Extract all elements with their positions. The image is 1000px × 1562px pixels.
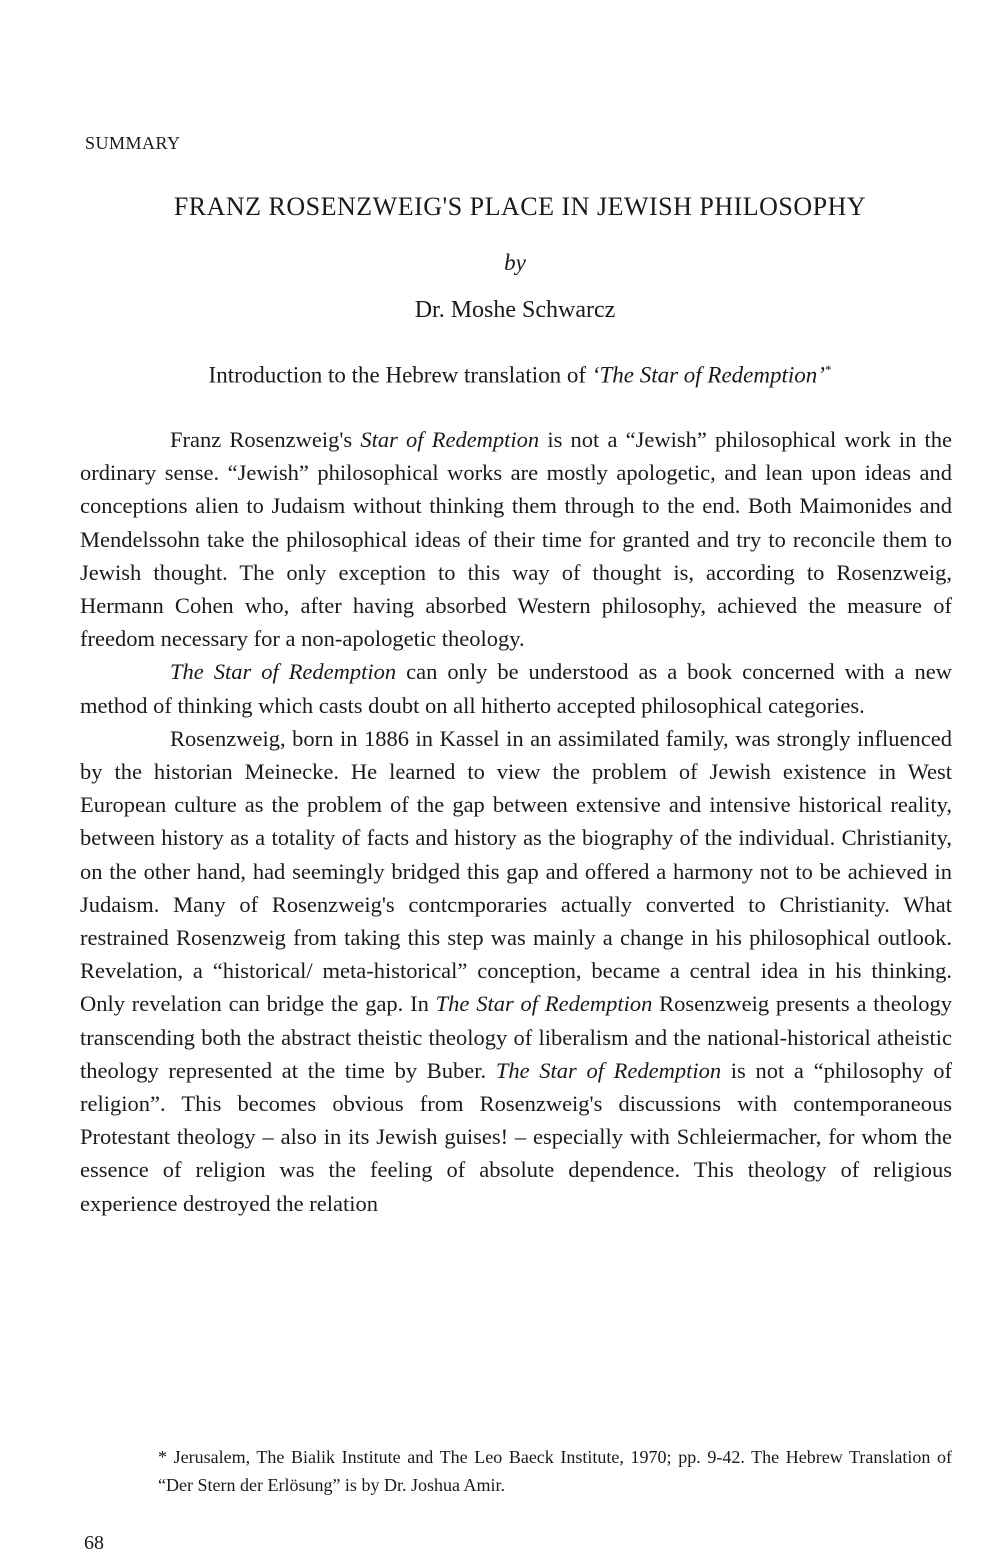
footnote-mark: * xyxy=(824,362,832,377)
footnote-text: * Jerusalem, The Bialik Institute and The Leo Baeck Institute, 1970; pp. 9-42. The Hebrew Translation of “Der Stern der Erlösung” is by Dr. Joshua Amir. xyxy=(158,1447,952,1495)
paragraph-2-text: can only be understood as a book concerned with a new method of thinking which casts doubt on all hitherto accepted philosophical categories. xyxy=(80,659,953,718)
author-name: Dr. Moshe Schwarcz xyxy=(414,297,616,323)
paragraph-2 xyxy=(80,655,952,721)
paragraph-3 xyxy=(80,722,952,1220)
subtitle-prefix: Introduction to the Hebrew translation of xyxy=(208,362,592,388)
paragraph-3-text-b: Rosenzweig presents a theology transcending both the abstract theistic theology of liberalism and the national-historical atheistic theology represented at the time by Buber. xyxy=(80,991,952,1083)
footnote xyxy=(80,1443,952,1499)
paragraph-1 xyxy=(80,423,952,655)
byline: by xyxy=(504,250,526,275)
paragraph-1-text-a: Franz Rosenzweig's xyxy=(170,427,361,452)
paragraph-3-text-c: is not a “philosophy of religion”. This becomes obvious from Rosenzweig's discussions with contemporaneous Protestant theology – also in its Jewish guises! – especially with Schleiermacher, for whom the essence of religion was the feeling of absolute dependence. This theology of religious experience destroyed the relation xyxy=(80,1057,952,1216)
subtitle-work: ‘The Star of Redemption’ xyxy=(591,362,825,388)
section-label: SUMMARY xyxy=(85,133,181,153)
paragraph-3-title-a: The Star of Redemption xyxy=(435,991,653,1017)
paragraph-3-text-a: Rosenzweig, born in 1886 in Kassel in an assimilated family, was strongly influenced by the historian Meinecke. He learned to view the problem of Jewish existence in West European culture as the problem of the gap between extensive and intensive historical reality, between history as a totality of facts and history as the biography of the individual. Christianity, on the other hand, had seemingly bridged this gap and offered a harmony not to be achieved in Judaism. Many of Rosenzweig's contcmporaries actually converted to Christianity. What restrained Rosenzweig from taking this step was mainly a change in his philosophical outlook. Revelation, a “historical/ meta-historical” conception, became a central idea in his thinking. Only revelation can bridge the gap. In xyxy=(80,725,952,1017)
body-text xyxy=(80,423,952,1220)
article-title: FRANZ ROSENZWEIG'S PLACE IN JEWISH PHILOSOPHY xyxy=(173,192,867,221)
paragraph-2-title: The Star of Redemption xyxy=(170,659,397,685)
paragraph-1-title: Star of Redemption xyxy=(360,427,540,452)
paragraph-3-title-b: The Star of Redemption xyxy=(495,1057,722,1083)
page-number: 68 xyxy=(84,1532,104,1554)
paragraph-1-text-b: is not a “Jewish” philosophical work in the ordinary sense. “Jewish” philosophical works are mostly apologetic, and lean upon ideas and conceptions alien to Judaism without thinking them through to the end. Both Maimonides and Mendelssohn take the philosophical ideas of their time for granted and try to reconcile them to Jewish thought. The only exception to this way of thought is, according to Rosenzweig, Hermann Cohen who, after having absorbed Western philosophy, achieved the measure of freedom necessary for a non-apologetic theology. xyxy=(80,427,952,652)
article-subtitle xyxy=(0,362,1000,389)
